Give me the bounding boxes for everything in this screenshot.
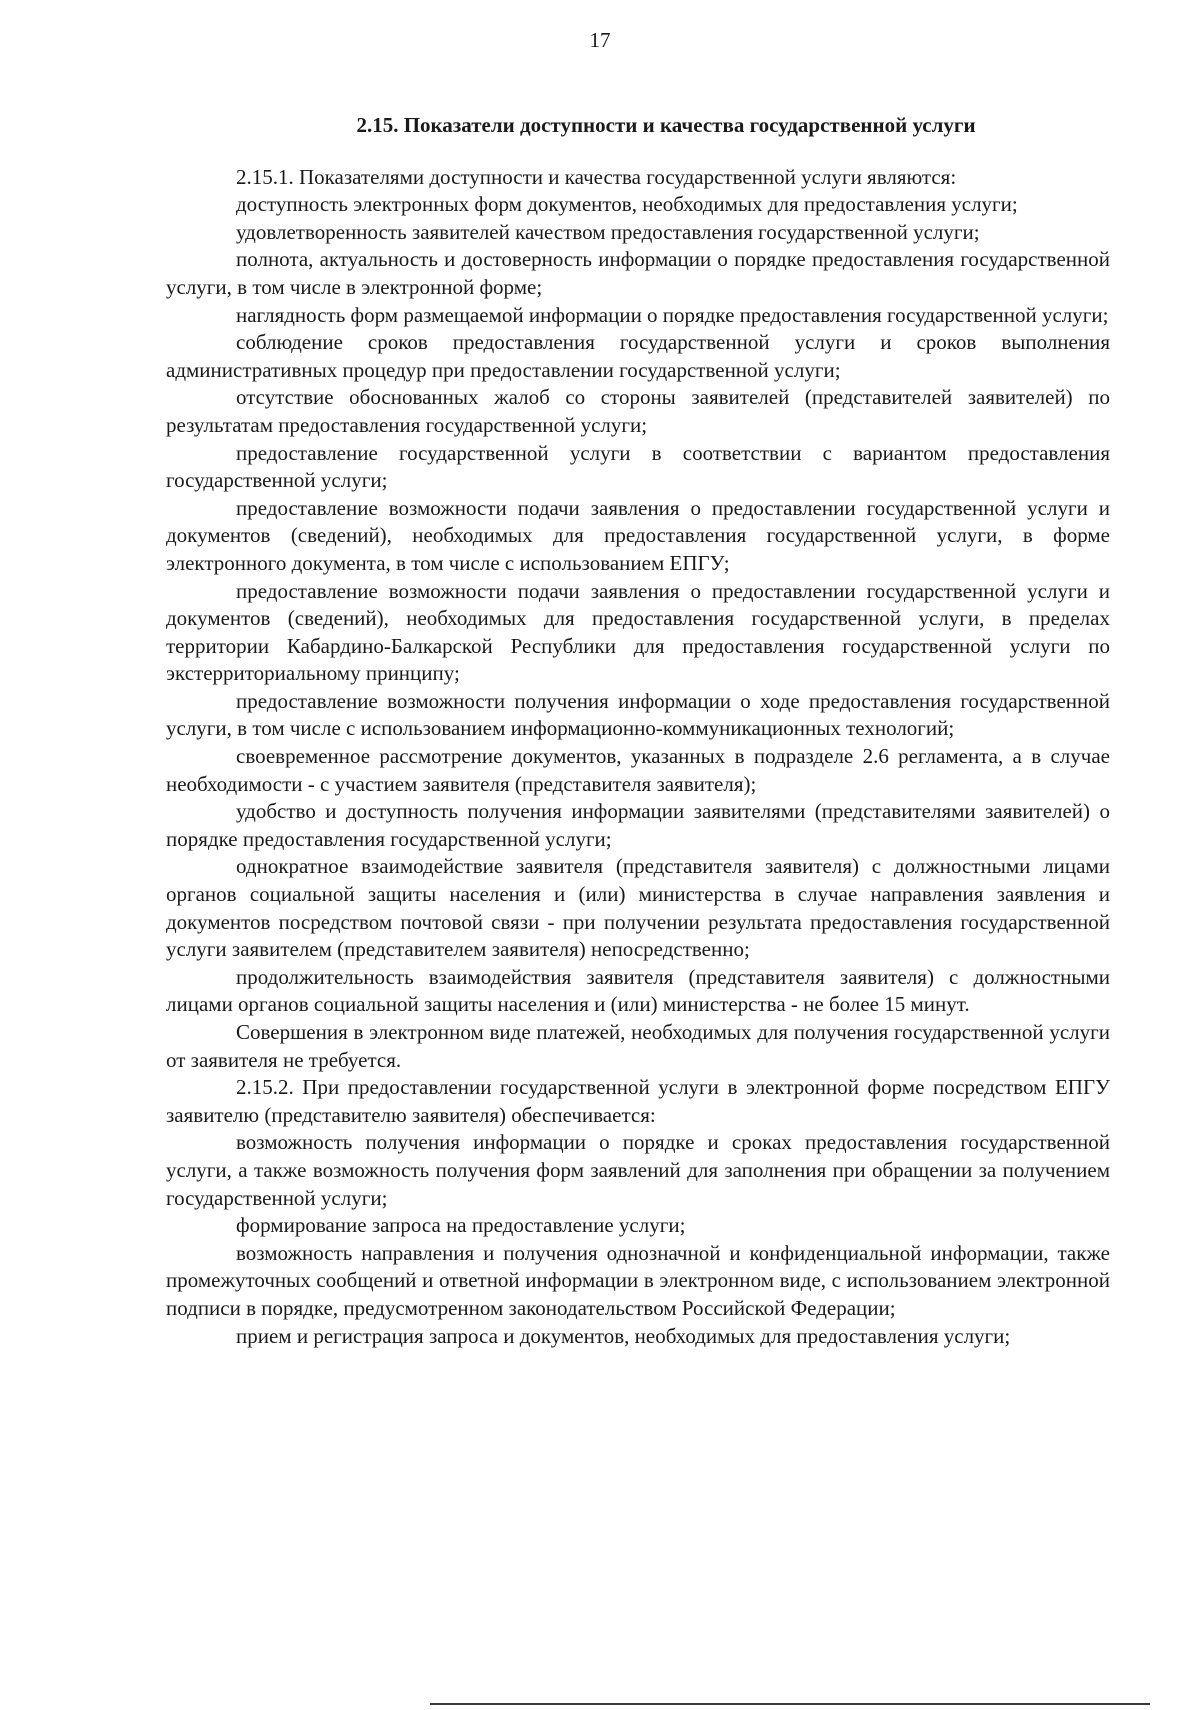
paragraph: предоставление возможности подачи заявления о предоставлении государственной услуги и документов (сведений), необходимых для предоставления государственной услуги, в пределах территории Кабардино-Балкарской Республики для предоставления государственной услуги по экстерриториальному принципу;: [166, 578, 1110, 686]
paragraph: возможность получения информации о порядке и сроках предоставления государственной услуги, а также возможность получения форм заявлений для заполнения при обращении за получением государственной услуги;: [166, 1130, 1110, 1210]
page-number: 17: [589, 28, 611, 52]
paragraph: продолжительность взаимодействия заявителя (представителя заявителя) с должностными лицами органов социальной защиты населения и (или) министерства - не более 15 минут.: [166, 964, 1110, 1017]
bottom-rule: [430, 1703, 1150, 1705]
paragraph: соблюдение сроков предоставления государственной услуги и сроков выполнения административных процедур при предоставлении государственной услуги;: [166, 330, 1110, 382]
paragraph: удобство и доступность получения информации заявителями (представителями заявителей) о порядке предоставления государственной услуги;: [166, 799, 1110, 851]
paragraph: доступность электронных форм документов, необходимых для предоставления услуги;: [236, 192, 1018, 217]
paragraph: отсутствие обоснованных жалоб со стороны заявителей (представителей заявителей) по результатам предоставления государственной услуги;: [166, 385, 1110, 437]
paragraph: 2.15.1. Показателями доступности и качества государственной услуги являются:: [236, 164, 957, 189]
paragraph: прием и регистрация запроса и документов, необходимых для предоставления услуги;: [236, 1323, 1011, 1348]
document-body: [166, 112, 1110, 1350]
paragraph: предоставление возможности получения информации о ходе предоставления государственной услуги, в том числе с использованием информационно-коммуникационных технологий;: [166, 688, 1110, 741]
section-title: 2.15. Показатели доступности и качества государственной услуги: [356, 113, 976, 137]
paragraph: своевременное рассмотрение документов, указанных в подразделе 2.6 регламента, а в случае необходимости - с участием заявителя (представителя заявителя);: [166, 744, 1110, 796]
paragraph: 2.15.2. При предоставлении государственной услуги в электронной форме посредством ЕПГУ заявителю (представителю заявителя) обеспечивается:: [166, 1075, 1110, 1127]
paragraph: Совершения в электронном виде платежей, необходимых для получения государственной услуги от заявителя не требуется.: [166, 1020, 1110, 1072]
paragraph: удовлетворенность заявителей качеством предоставления государственной услуги;: [236, 219, 980, 244]
paragraph: возможность направления и получения однозначной и конфиденциальной информации, также промежуточных сообщений и ответной информации в электронном виде, с использованием электронной подписи в порядке, предусмотренном законодательством Российской Федерации;: [166, 1240, 1110, 1320]
paragraph: предоставление государственной услуги в соответствии с вариантом предоставления государственной услуги;: [166, 440, 1110, 493]
paragraph: полнота, актуальность и достоверность информации о порядке предоставления государственной услуги, в том числе в электронной форме;: [166, 247, 1110, 299]
paragraph: предоставление возможности подачи заявления о предоставлении государственной услуги и документов (сведений), необходимых для предоставления государственной услуги, в форме электронного документа, в том числе с использованием ЕПГУ;: [166, 495, 1110, 575]
paragraph: наглядность форм размещаемой информации о порядке предоставления государственной услуги;: [236, 302, 1109, 327]
paragraph: формирование запроса на предоставление услуги;: [236, 1213, 686, 1238]
paragraph: однократное взаимодействие заявителя (представителя заявителя) с должностными лицами органов социальной защиты населения и (или) министерства в случае направления заявления и документов посредством почтовой связи - при получении результата предоставления государственной услуги заявителем (представителем заявителя) непосредственно;: [166, 854, 1110, 962]
